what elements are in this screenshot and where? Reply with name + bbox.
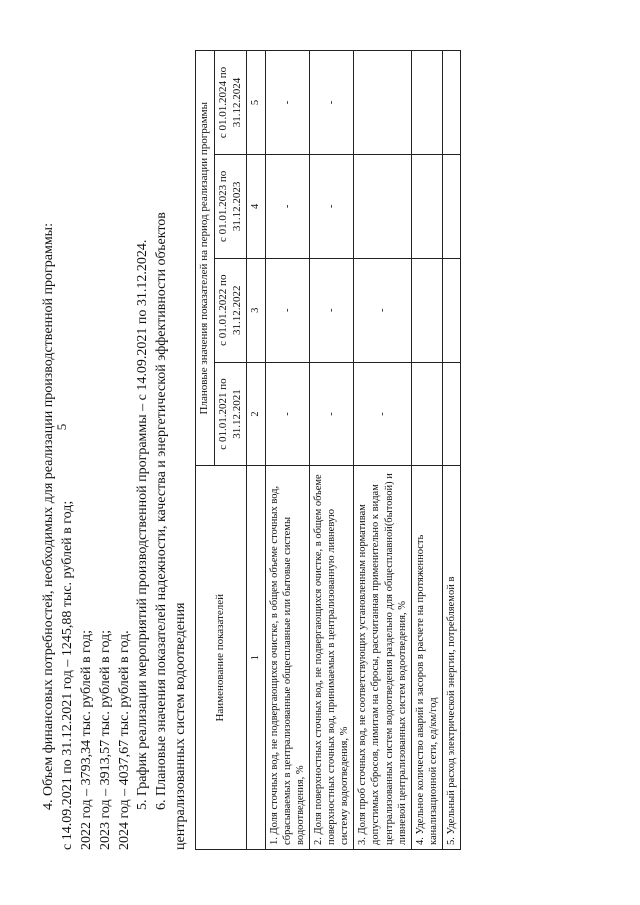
- indicator-value: [411, 51, 442, 155]
- indicator-value: -: [309, 51, 353, 155]
- paragraph-period-2021: с 14.09.2021 по 31.12.2021 год – 1245,88 тыс. рублей в год;: [59, 500, 75, 850]
- column-number: 3: [247, 258, 265, 362]
- indicator-value: [411, 258, 442, 362]
- paragraph-5: 5. График реализации мероприятий производственной программы – с 14.09.2021 по 31.12.2024.: [135, 239, 151, 810]
- indicator-value: -: [309, 154, 353, 258]
- indicator-value: [443, 258, 461, 362]
- table-row: [309, 51, 353, 850]
- rotated-content: [40, 50, 600, 850]
- column-number: 5: [247, 51, 265, 155]
- paragraph-2022: 2022 год – 3793,34 тыс. рублей в год;: [78, 629, 94, 850]
- header-period-2021: с 01.01.2021 по 31.12.2021: [214, 362, 247, 466]
- indicator-value: [443, 362, 461, 466]
- column-number: 4: [247, 154, 265, 258]
- header-period-2022: с 01.01.2022 по 31.12.2022: [214, 258, 247, 362]
- paragraph-4: 4. Объем финансовых потребностей, необходимых для реализации производственной программы:: [41, 223, 56, 810]
- indicator-value: [411, 154, 442, 258]
- table-row: [411, 51, 442, 850]
- indicator-value: -: [265, 362, 309, 466]
- paragraph-2024: 2024 год – 4037,67 тыс. рублей в год.: [116, 630, 132, 850]
- indicator-value: -: [265, 258, 309, 362]
- indicator-name: 3. Доля проб сточных вод, не соответствующих установленным нормативам допустимых сбросов, лимитам на сбросы, рассчитанная применительно к видам централизованных систем водоотведения раздельно для общесплавной(бытовой) и ливневой централизованных систем водоотведения, %: [354, 466, 412, 850]
- column-number: 1: [247, 466, 265, 850]
- indicator-value: -: [354, 258, 412, 362]
- header-planned-values: Плановые значения показателей на период реализации программы: [196, 51, 215, 466]
- indicator-value: -: [309, 258, 353, 362]
- header-period-2024: с 01.01.2024 по 31.12.2024: [214, 51, 247, 155]
- indicator-value: [354, 51, 412, 155]
- paragraph-2023: 2023 год – 3913,57 тыс. рублей в год;: [97, 629, 113, 850]
- column-number: 2: [247, 362, 265, 466]
- body-text: [40, 50, 191, 850]
- indicator-value: -: [265, 51, 309, 155]
- indicator-value: -: [354, 362, 412, 466]
- indicator-value: [354, 154, 412, 258]
- header-indicator-name: Наименование показателей: [196, 466, 247, 850]
- page-number: 5: [54, 423, 69, 431]
- indicator-name: 5. Удельный расход электрической энергии, потребляемой в: [443, 466, 461, 850]
- header-period-2023: с 01.01.2023 по 31.12.2023: [214, 154, 247, 258]
- table-row: [265, 51, 309, 850]
- indicator-value: -: [265, 154, 309, 258]
- indicator-name: 2. Доля поверхностных сточных вод, не подвергающихся очистке, в общем объеме поверхностных сточных вод, принимаемых в централизованную ливневую систему водоотведения, %: [309, 466, 353, 850]
- indicator-value: [443, 51, 461, 155]
- indicator-name: 4. Удельное количество аварий и засоров в расчете на протяженность канализационной сети, ед/км/год: [411, 466, 442, 850]
- table-row: [443, 51, 461, 850]
- indicator-value: [443, 154, 461, 258]
- indicator-value: [411, 362, 442, 466]
- table-row: [354, 51, 412, 850]
- paragraph-6-continued: централизованных систем водоотведения: [173, 602, 189, 850]
- paragraph-6: 6. Плановые значения показателей надежности, качества и энергетической эффективности объектов: [154, 212, 170, 810]
- indicator-value: -: [309, 362, 353, 466]
- indicators-table: [195, 50, 461, 850]
- indicator-name: 1. Доля сточных вод, не подвергающихся очистке, в общем объеме сточных вод, сбрасываемых в централизованные общесплавные или бытовые системы водоотведения, %: [265, 466, 309, 850]
